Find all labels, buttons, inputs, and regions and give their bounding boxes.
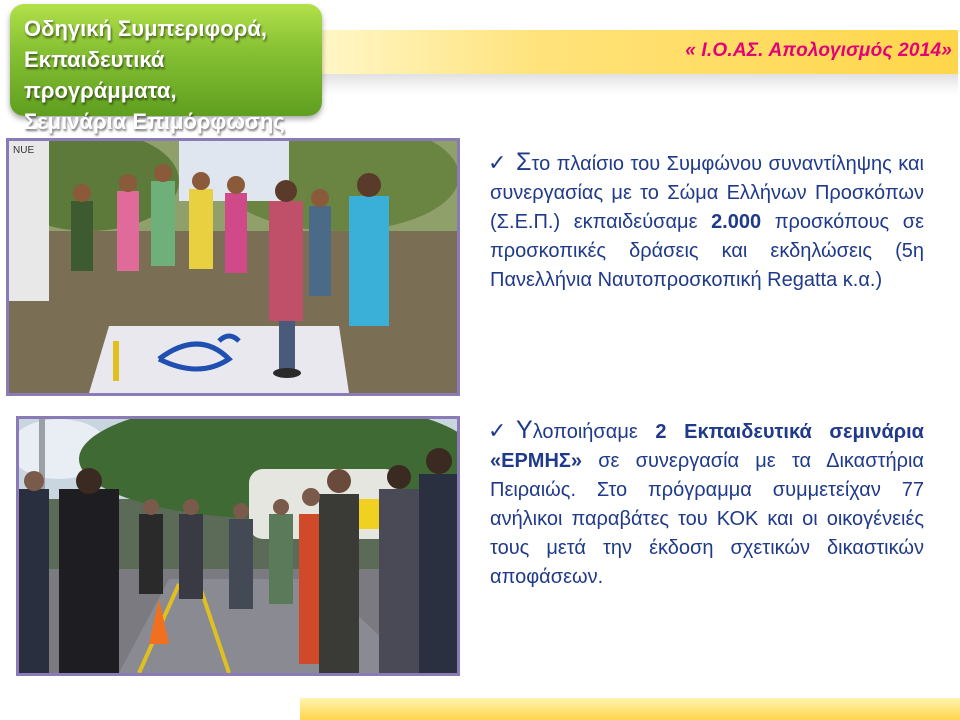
header-banner-shadow: [318, 74, 958, 96]
bullet-seminars-text: [490, 416, 924, 592]
bullet-scouts-body-2: προσκόπους σε προσκοπικές δράσεις και εκδηλώσεις (5η Πανελλήνια Ναυτοπροσκοπική Regatta κ.α.): [490, 211, 924, 291]
sign-text: NUE: [13, 145, 35, 156]
check-icon: ✓: [488, 418, 507, 443]
report-label: « Ι.Ο.ΑΣ. Απολογισμός 2014»: [685, 40, 952, 61]
bullet-seminars-body-2: σε συνεργασία με τα Δικαστήρια Πειραιώς. Στο πρόγραμμα συμμετείχαν 77 ανήλικοι παραβάτες του ΚΟΚ και οι οικογένειές τους μετά την έκδοση σχετικών δικαστικών αποφάσεων.: [490, 450, 924, 588]
section-title-line-1: Οδηγική Συμπεριφορά,: [24, 16, 267, 41]
bullet-scouts: [490, 148, 924, 295]
seminar-photo: [16, 416, 460, 676]
bullet-scouts-lead: Σ: [516, 148, 532, 176]
bullet-seminars: [490, 416, 924, 592]
section-title: [10, 4, 322, 134]
check-icon: ✓: [488, 150, 507, 175]
bullet-scouts-number: 2.000: [711, 211, 762, 233]
bullet-scouts-text: [490, 148, 924, 295]
bullet-seminars-highlight: 2 Εκπαιδευτικά σεμινάρια «ΕΡΜΗΣ»: [490, 421, 924, 472]
scouts-activity-photo: [6, 138, 460, 396]
bullet-seminars-lead: Υ: [516, 416, 533, 444]
section-title-line-3: Σεμινάρια Επιμόρφωσης: [24, 109, 285, 134]
bullet-seminars-body-1: λοποιήσαμε: [532, 421, 656, 443]
bullet-scouts-body-1: το πλαίσιο του Συμφώνου συναντίληψης και συνεργασίας με το Σώμα Ελλήνων Προσκόπων (Σ.Ε.Π.) εκπαιδεύσαμε: [490, 153, 924, 233]
footer-bar: [0, 698, 960, 720]
section-title-line-2: Εκπαιδευτικά προγράμματα,: [24, 47, 177, 103]
